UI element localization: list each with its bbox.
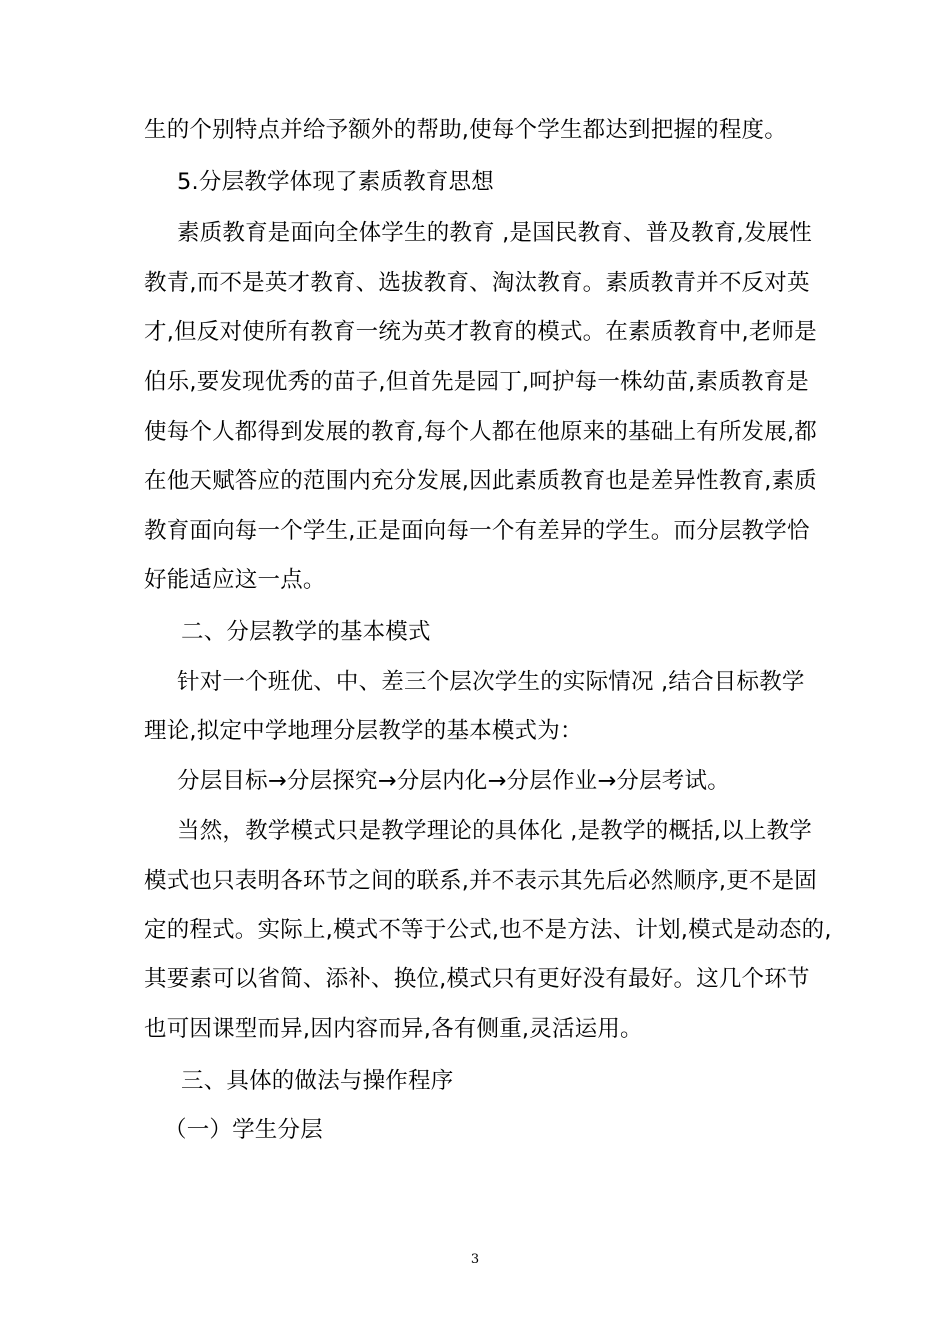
- text-line: 使每个人都得到发展的教育,每个人都在他原来的基础上有所发展,都: [144, 419, 818, 445]
- paragraph-first-line: 当然，教学模式只是教学理论的具体化 ,是教学的概括,以上教学: [177, 818, 812, 844]
- text-line: 也可因课型而异,因内容而异,各有侧重,灵活运用。: [144, 1016, 643, 1042]
- text-line: 教青,而不是英才教育、选拔教育、淘汰教育。素质教青并不反对英: [144, 270, 810, 296]
- paragraph-first-line: 针对一个班优、中、差三个层次学生的实际情况 ,结合目标教学: [177, 669, 805, 695]
- text-line: 教育面向每一个学生,正是面向每一个有差异的学生。而分层教学恰: [144, 518, 810, 544]
- section-heading: 二、分层教学的基本模式: [181, 619, 431, 645]
- text-line: 模式也只表明各环节之间的联系,并不表示其先后必然顺序,更不是固: [144, 868, 818, 894]
- text-line: 其要素可以省简、添补、换位,模式只有更好没有最好。这几个环节: [144, 966, 810, 992]
- text-line: 伯乐,要发现优秀的苗子,但首先是园丁,呵护每一株幼苗,素质教育是: [144, 369, 810, 395]
- section-heading: 三、具体的做法与操作程序: [181, 1068, 454, 1094]
- text-line: 理论,拟定中学地理分层教学的基本模式为：: [144, 718, 583, 744]
- paragraph-first-line: 素质教育是面向全体学生的教育 ,是国民教育、普及教育,发展性: [177, 220, 812, 246]
- subsection-heading: （一）学生分层: [164, 1117, 323, 1143]
- page-number: 3: [470, 1252, 480, 1267]
- text-line: 好能适应这一点。: [144, 567, 326, 593]
- text-line: 生的个别特点并给予额外的帮助,使每个学生都达到把握的程度。: [144, 117, 787, 143]
- text-line: 定的程式。实际上,模式不等于公式,也不是方法、计划,模式是动态的,: [144, 917, 832, 943]
- text-line: 才,但反对使所有教育一统为英才教育的模式。在素质教育中,老师是: [144, 319, 818, 345]
- model-flow-line: 分层目标→分层探究→分层内化→分层作业→分层考试。: [177, 768, 730, 794]
- text-line: 在他天赋答应的范围内充分发展,因此素质教育也是差异性教育,素质: [144, 468, 818, 494]
- section-subheading: 5.分层教学体现了素质教育思想: [177, 169, 494, 195]
